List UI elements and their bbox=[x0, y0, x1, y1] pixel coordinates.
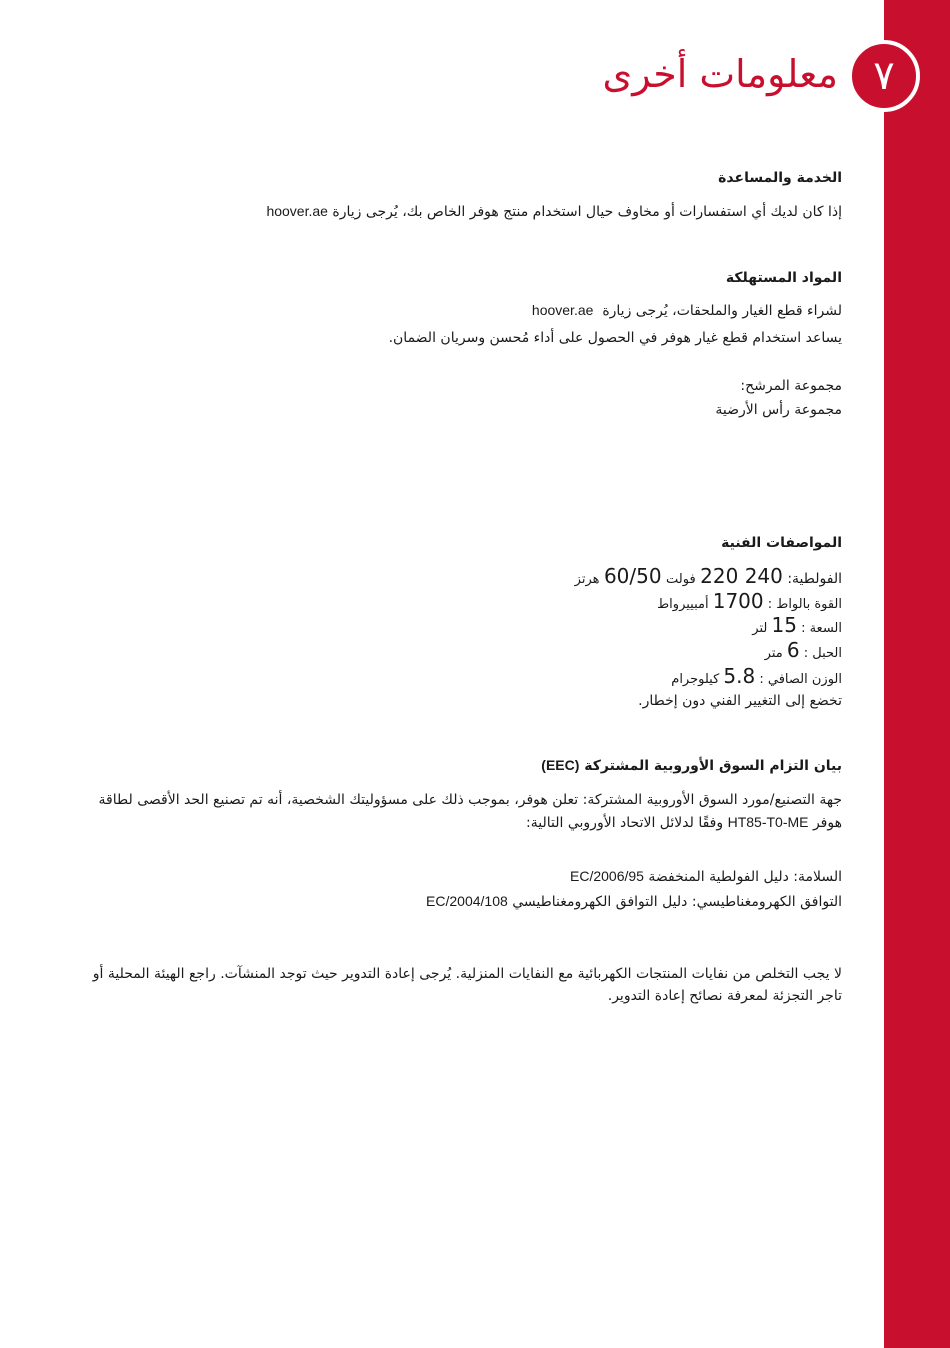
weight-unit: كيلوجرام bbox=[671, 672, 720, 687]
safety-label: السلامة: دليل الفولطية المنخفضة bbox=[648, 869, 842, 885]
capacity-label: السعة : bbox=[801, 621, 842, 636]
filter-kit-label: مجموعة المرشح: bbox=[740, 378, 842, 394]
eec-emc bbox=[426, 893, 842, 910]
voltage-value: 220 240 bbox=[700, 564, 783, 588]
capacity-unit: لتر bbox=[752, 621, 768, 636]
power-unit: أمبييرواط bbox=[657, 597, 709, 612]
eec-para1: جهة التصنيع/مورد السوق الأوروبية المشتركة: تعلن هوفر، بموجب ذلك على مسؤوليتك الشخصية، أنه تم تصنيع الحد الأقصى لطاقة bbox=[98, 792, 842, 808]
capacity-value: 15 bbox=[771, 613, 797, 637]
spec-power bbox=[657, 589, 842, 613]
spec-capacity bbox=[752, 613, 842, 637]
safety-code: EC/2006/95 bbox=[570, 868, 644, 884]
eec-safety bbox=[570, 868, 842, 885]
chapter-number: ٧ bbox=[873, 53, 895, 99]
eec-para2-prefix: هوفر bbox=[812, 815, 842, 831]
service-text-body: إذا كان لديك أي استفسارات أو مخاوف حيال استخدام منتج هوفر الخاص بك، يُرجى زيارة bbox=[332, 204, 842, 220]
voltage-label: الفولطية: bbox=[787, 571, 842, 587]
cable-label: الحبل : bbox=[803, 646, 842, 661]
consumables-line1-text: لشراء قطع الغيار والملحقات، يُرجى زيارة bbox=[602, 303, 842, 319]
consumables-line2: يساعد استخدام قطع غيار هوفر في الحصول على أداء مُحسن وسريان الضمان. bbox=[388, 330, 842, 346]
model-number: HT85-T0-ME bbox=[727, 814, 809, 830]
consumables-line1 bbox=[532, 302, 842, 319]
spec-cable bbox=[765, 638, 842, 662]
voltage-unit: فولت bbox=[666, 572, 696, 587]
specs-heading: المواصفات الفنية bbox=[721, 535, 842, 551]
chapter-number-badge bbox=[848, 40, 920, 112]
service-link[interactable]: hoover.ae bbox=[266, 203, 328, 219]
service-heading: الخدمة والمساعدة bbox=[718, 170, 842, 186]
spec-weight bbox=[671, 664, 842, 688]
cable-value: 6 bbox=[786, 638, 800, 662]
side-accent-bar bbox=[884, 0, 950, 1348]
weight-value: 5.8 bbox=[723, 664, 756, 688]
eec-para2 bbox=[526, 814, 842, 831]
eec-heading-text: بيان التزام السوق الأوروبية المشتركة bbox=[584, 758, 842, 774]
consumables-link[interactable]: hoover.ae bbox=[531, 302, 594, 318]
page-title: معلومات أخرى bbox=[602, 52, 838, 96]
floor-head-kit: مجموعة رأس الأرضية bbox=[715, 402, 842, 418]
service-text bbox=[266, 203, 842, 220]
frequency-unit: هرتز bbox=[574, 572, 600, 587]
specs-notice: تخضع إلى التغيير الفني دون إخطار. bbox=[638, 693, 842, 709]
frequency-value: 60/50 bbox=[603, 564, 662, 588]
power-value: 1700 bbox=[712, 589, 764, 613]
eec-heading-code: (EEC) bbox=[541, 757, 580, 773]
eec-para2-suffix: وفقًا لدلائل الاتحاد الأوروبي التالية: bbox=[526, 815, 724, 831]
spec-voltage bbox=[575, 564, 842, 588]
power-label: القوة بالواط : bbox=[767, 597, 842, 612]
disposal-notice: لا يجب التخلص من نفايات المنتجات الكهربائية مع النفايات المنزلية. يُرجى إعادة التدوير حيث توجد المنشآت. راجع الهيئة المحلية أو تاجر التجزئة لمعرفة نصائح إعادة التدوير. bbox=[92, 966, 842, 1004]
emc-code: EC/2004/108 bbox=[426, 893, 508, 909]
consumables-heading: المواد المستهلكة bbox=[725, 270, 842, 286]
cable-unit: متر bbox=[764, 646, 783, 661]
emc-label: التوافق الكهرومغناطيسي: دليل التوافق الكهرومغناطيسي bbox=[512, 894, 842, 910]
weight-label: الوزن الصافي : bbox=[759, 672, 842, 687]
eec-heading bbox=[541, 757, 842, 774]
